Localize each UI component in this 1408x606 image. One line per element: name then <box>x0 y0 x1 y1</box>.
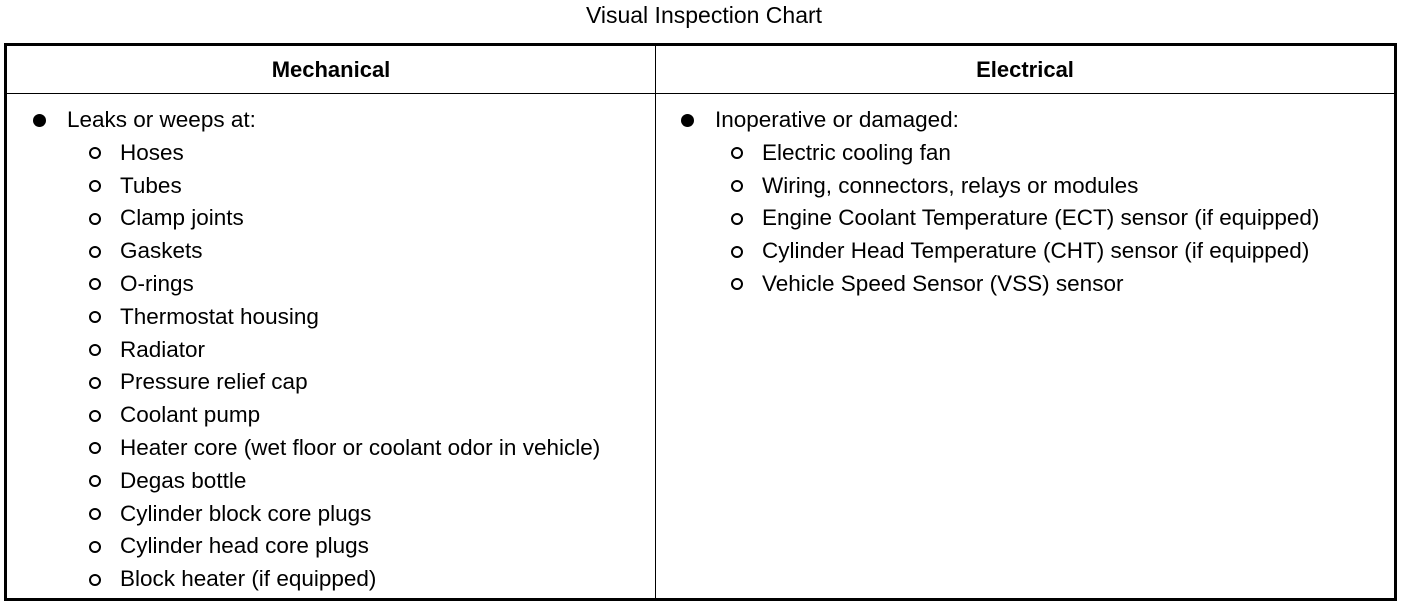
list-item: Electric cooling fan <box>656 137 1394 170</box>
circle-bullet-icon <box>731 180 743 192</box>
circle-bullet-icon <box>89 508 101 520</box>
list-item: Coolant pump <box>7 399 655 432</box>
circle-bullet-icon <box>89 311 101 323</box>
circle-bullet-icon <box>89 574 101 586</box>
list-item: Degas bottle <box>7 465 655 498</box>
list-item: Wiring, connectors, relays or modules <box>656 170 1394 203</box>
mechanical-group-item <box>7 104 655 137</box>
mechanical-sub-list <box>7 137 655 596</box>
list-item: Cylinder Head Temperature (CHT) sensor (if equipped) <box>656 235 1394 268</box>
circle-bullet-icon <box>89 147 101 159</box>
table-header-row <box>6 45 1396 94</box>
list-item: Vehicle Speed Sensor (VSS) sensor <box>656 268 1394 301</box>
electrical-group-label: Inoperative or damaged: <box>715 107 959 132</box>
list-item: Tubes <box>7 170 655 203</box>
mechanical-column-header: Mechanical <box>6 45 656 94</box>
list-item: Engine Coolant Temperature (ECT) sensor (if equipped) <box>656 202 1394 235</box>
list-item: Hoses <box>7 137 655 170</box>
mechanical-group-label: Leaks or weeps at: <box>67 107 256 132</box>
bullet-icon <box>33 114 46 127</box>
chart-title: Visual Inspection Chart <box>585 2 823 28</box>
circle-bullet-icon <box>89 344 101 356</box>
electrical-group-item <box>656 104 1394 137</box>
circle-bullet-icon <box>89 410 101 422</box>
list-item: Thermostat housing <box>7 301 655 334</box>
list-item: Clamp joints <box>7 202 655 235</box>
list-item: Cylinder head core plugs <box>7 530 655 563</box>
circle-bullet-icon <box>89 246 101 258</box>
circle-bullet-icon <box>731 246 743 258</box>
circle-bullet-icon <box>731 213 743 225</box>
electrical-sub-list <box>656 137 1394 301</box>
circle-bullet-icon <box>89 180 101 192</box>
circle-bullet-icon <box>89 442 101 454</box>
list-item: Gaskets <box>7 235 655 268</box>
circle-bullet-icon <box>731 147 743 159</box>
list-item: Heater core (wet floor or coolant odor in vehicle) <box>7 432 655 465</box>
list-item: Cylinder block core plugs <box>7 498 655 531</box>
circle-bullet-icon <box>731 278 743 290</box>
list-item: Radiator <box>7 334 655 367</box>
electrical-column-header: Electrical <box>656 45 1396 94</box>
list-item: O-rings <box>7 268 655 301</box>
list-item: Block heater (if equipped) <box>7 563 655 596</box>
circle-bullet-icon <box>89 377 101 389</box>
mechanical-cell <box>6 94 656 600</box>
circle-bullet-icon <box>89 541 101 553</box>
list-item: Pressure relief cap <box>7 366 655 399</box>
circle-bullet-icon <box>89 475 101 487</box>
electrical-cell <box>656 94 1396 600</box>
bullet-icon <box>681 114 694 127</box>
circle-bullet-icon <box>89 213 101 225</box>
inspection-table <box>4 43 1397 601</box>
table-body-row <box>6 94 1396 600</box>
circle-bullet-icon <box>89 278 101 290</box>
